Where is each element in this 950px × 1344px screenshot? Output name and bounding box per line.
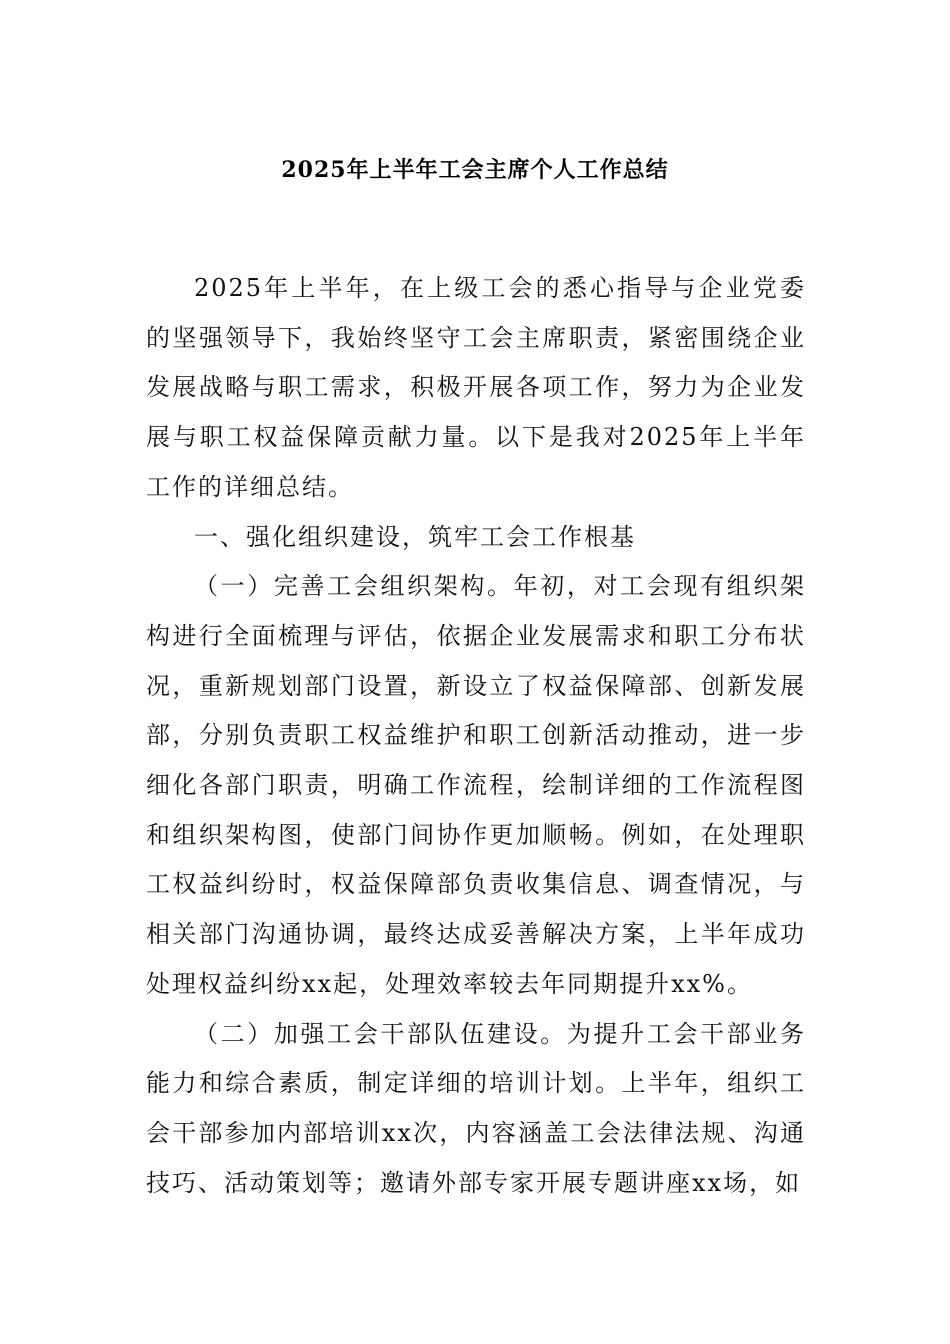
section-heading-1: 一、强化组织建设，筑牢工会工作根基 bbox=[194, 522, 636, 551]
document-body bbox=[146, 264, 806, 1208]
subsection-paragraph-2: （二）加强工会干部队伍建设。为提升工会干部业务能力和综合素质，制定详细的培训计划。上半年，组织工会干部参加内部培训xx次，内容涵盖工会法律法规、沟通技巧、活动策划等；邀请外部专家开展专题讲座xx场，如 bbox=[146, 1019, 806, 1197]
document-title: 2025年上半年工会主席个人工作总结 bbox=[281, 157, 669, 183]
subsection-paragraph-1: （一）完善工会组织架构。年初，对工会现有组织架构进行全面梳理与评估，依据企业发展需求和职工分布状况，重新规划部门设置，新设立了权益保障部、创新发展部，分别负责职工权益维护和职工创新活动推动，进一步细化各部门职责，明确工作流程，绘制详细的工作流程图和组织架构图，使部门间协作更加顺畅。例如，在处理职工权益纠纷时，权益保障部负责收集信息、调查情况，与相关部门沟通协调，最终达成妥善解决方案，上半年成功处理权益纠纷xx起，处理效率较去年同期提升xx%。 bbox=[146, 572, 806, 998]
intro-paragraph: 2025年上半年，在上级工会的悉心指导与企业党委的坚强领导下，我始终坚守工会主席职责，紧密围绕企业发展战略与职工需求，积极开展各项工作，努力为企业发展与职工权益保障贡献力量。以下是我对2025年上半年工作的详细总结。 bbox=[146, 274, 806, 501]
